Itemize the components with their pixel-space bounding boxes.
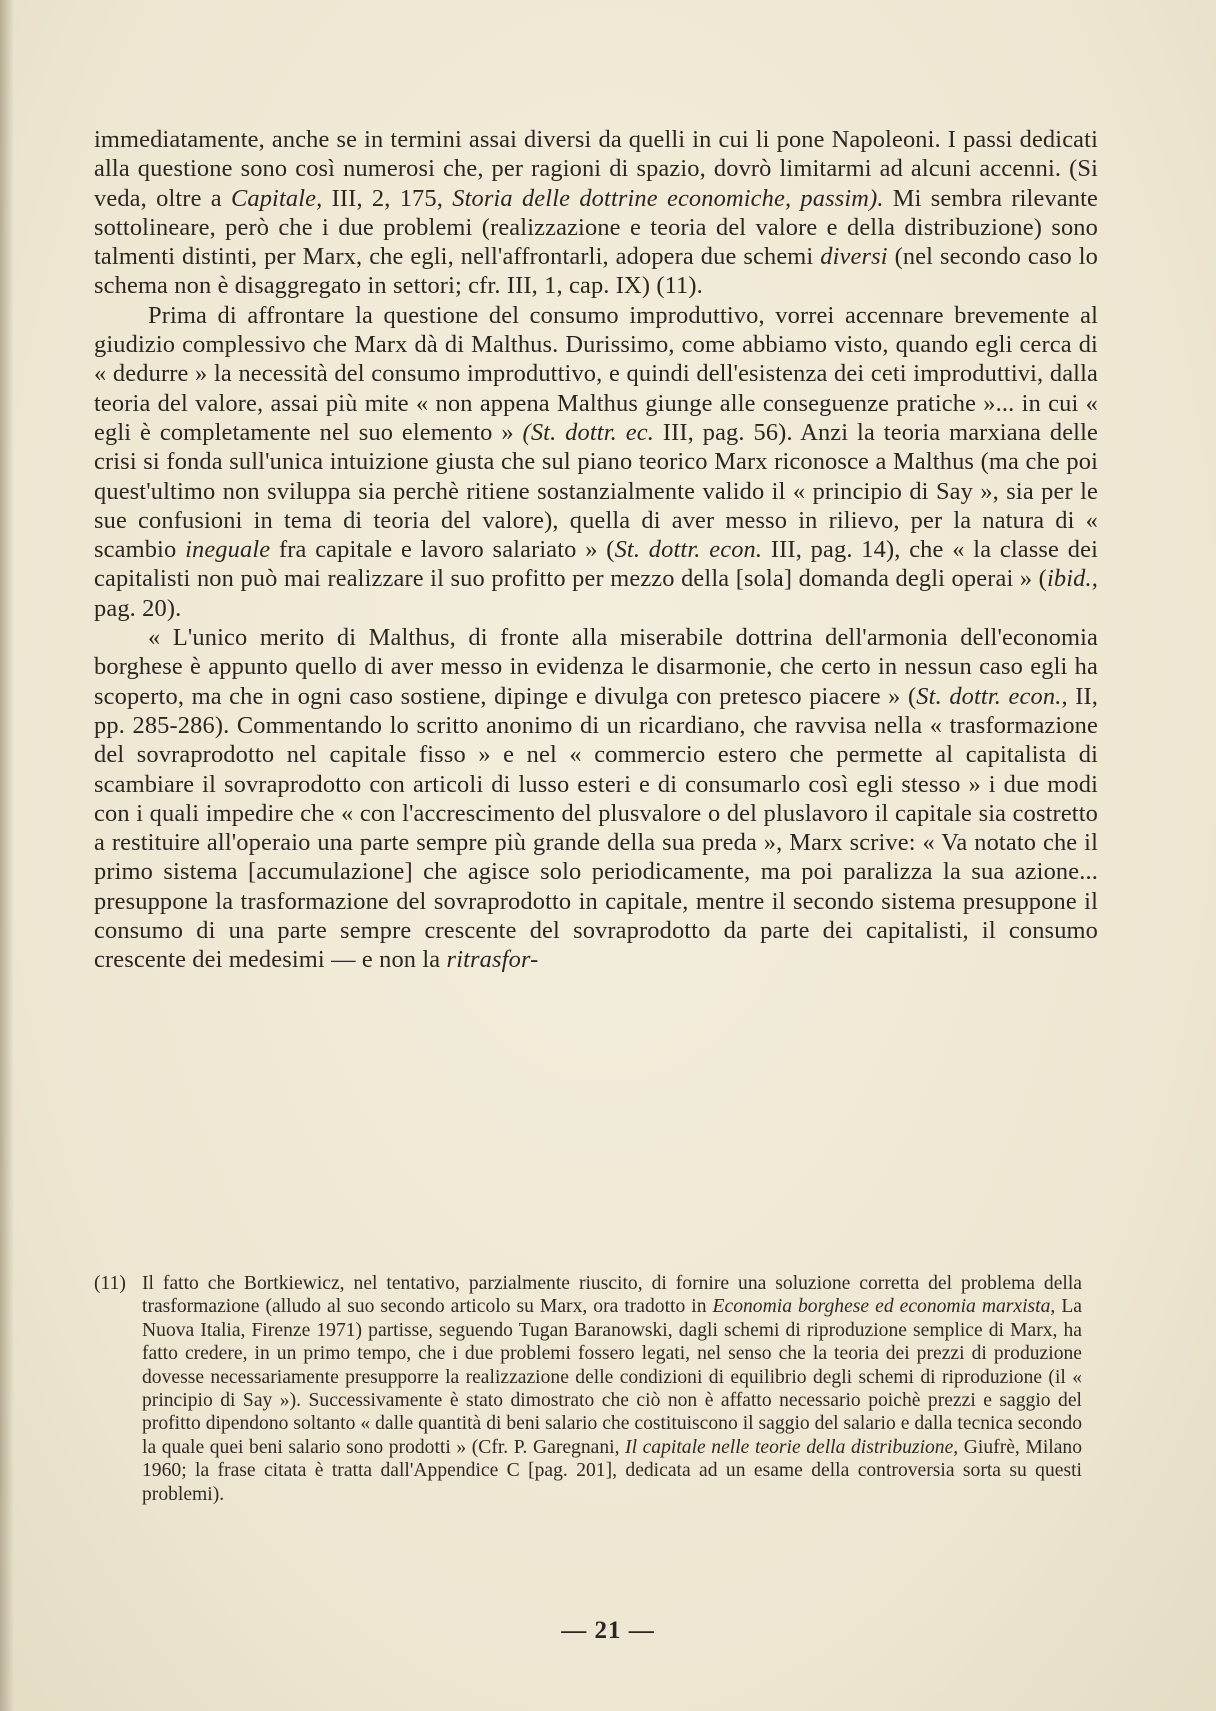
- p3-run: II, pp. 285-286). Commentando lo scritto anonimo di un ricardiano, che ravvisa nella « trasformazione del sovraprodotto nel capitale fisso » e nel « commercio estero che permette al capitalista di scambiare il sovraprodotto con articoli di lusso esteri e di consumarlo così egli stesso » i due modi con i quali impedire che « con l'accrescimento del plusvalore o del pluslavoro il capitale sia costretto a restituire all'operaio una parte sempre più grande della sua preda », Marx scrive: « Va notato che il primo sistema [accumulazione] che agisce solo periodicamente, ma poi paralizza la sua azione... presuppone la trasformazione del sovraprodotto in capitale, mentre il secondo sistema presuppone il consumo di una parte sempre crescente del sovraprodotto da parte dei capitalisti, il consumo crescente dei medesimi — e non la: [94, 682, 1098, 974]
- p1-run: (nel secondo caso lo schema non è disaggregato in settori; cfr. III, 1, cap. IX) (11).: [94, 243, 1098, 300]
- p1-run-italic: Capitale,: [230, 184, 323, 212]
- paragraph-2: [94, 301, 1098, 623]
- p2-run-italic: St. dottr. econ.: [614, 536, 763, 564]
- paragraph-3: [94, 623, 1098, 975]
- p2-run: III, pag. 56). Anzi la teoria marxiana delle crisi si fonda sull'unica intuizione giusta che sul piano teorico Marx riconosce a Malthus (ma che poi quest'ultimo non sviluppa sia perchè ritiene sostanzialmente valido il « principio di Say », sia per le sue confusioni in tema di teoria del valore), quella di aver messo in rilievo, per la natura di « scambio: [94, 418, 1099, 564]
- footnote-11: [94, 1272, 1082, 1506]
- page-number: — 21 —: [561, 1617, 655, 1644]
- footnote-run-italic: Il capitale nelle teorie della distribuzione,: [625, 1436, 959, 1458]
- p2-run-italic: (St. dottr. ec.: [522, 418, 654, 446]
- p1-run-italic: Storia delle dottrine economiche, passim).: [452, 184, 884, 212]
- p1-run: III, 2, 175,: [322, 184, 453, 212]
- footnote-number: (11): [94, 1273, 126, 1294]
- footnote-run: Il fatto che Bortkiewicz, nel tentativo, parzialmente riuscito, di fornire una soluzione corretta del problema della trasformazione (alludo al suo secondo articolo su Marx, ora tradotto in: [142, 1273, 1082, 1318]
- p3-run: « L'unico merito di Malthus, di fronte alla miserabile dottrina dell'armonia dell'economia borghese è appunto quello di aver messo in evidenza le disarmonie, che certo in nessun caso egli ha scoperto, ma che in ogni caso sostiene, dipinge e divulga con pretesco piacere » (: [94, 624, 1098, 710]
- p1-run-italic: diversi: [820, 243, 888, 271]
- p2-run-italic: ineguale: [185, 536, 271, 564]
- p3-run-italic: ritrasfor-: [446, 946, 539, 974]
- p2-run: fra capitale e lavoro salariato » (: [270, 536, 615, 564]
- p1-run: Mi sembra rilevante sottolineare, però che i due problemi (realizzazione e teoria del valore e della distribuzione) sono talmenti distinti, per Marx, che egli, nell'affrontarli, adopera due schemi: [94, 184, 1098, 271]
- footnote-run: La Nuova Italia, Firenze 1971) partisse, seguendo Tugan Baranowski, dagli schemi di riproduzione semplice di Marx, ha fatto credere, in un primo tempo, che i due problemi fossero legati, nel senso che la teoria dei prezzi di produzione dovesse necessariamente presupporre la realizzazione delle condizioni di equilibrio degli schemi di riproduzione (il « principio di Say »). Successivamente è stato dimostrato che ciò non è affatto necessario poichè prezzi e saggio del profitto dipendono soltanto « dalle quantità di beni salario che costituiscono il saggio del salario e dalla tecnica secondo la quale quei beni salario sono prodotti » (Cfr. P. Garegnani,: [142, 1296, 1082, 1458]
- p2-run: Prima di affrontare la questione del consumo improduttivo, vorrei accennare brevemente al giudizio complessivo che Marx dà di Malthus. Durissimo, come abbiamo visto, quando egli cerca di « dedurre » la necessità del consumo improduttivo, e quindi dell'esistenza dei ceti improduttivi, dalla teoria del valore, assai più mite « non appena Malthus giunge alle conseguenze pratiche »... in cui « egli è completamente nel suo elemento »: [94, 301, 1098, 446]
- footnote-text: [142, 1272, 1082, 1506]
- p3-run-italic: St. dottr. econ.,: [916, 682, 1068, 710]
- p1-run: immediatamente, anche se in termini assai diversi da quelli in cui li pone Napoleoni. I passi dedicati alla questione sono così numerosi che, per ragioni di spazio, dovrò limitarmi ad alcuni accenni. (Si veda, oltre a: [94, 126, 1098, 212]
- footnote-run-italic: Economia borghese ed economia marxista,: [712, 1296, 1056, 1318]
- p2-run-italic: ibid.,: [1046, 565, 1098, 593]
- paragraph-1: [94, 125, 1098, 301]
- binding-shadow: [0, 0, 14, 1711]
- main-text: [94, 125, 1098, 975]
- p2-run: III, pag. 14), che « la classe dei capitalisti non può mai realizzare il suo profitto per mezzo della [sola] domanda degli operai » (: [94, 536, 1098, 593]
- p2-run: pag. 20).: [94, 594, 182, 622]
- footnote-run: Giufrè, Milano 1960; la frase citata è tratta dall'Appendice C [pag. 201], dedicata ad un esame della controversia sorta su questi problemi).: [142, 1436, 1082, 1505]
